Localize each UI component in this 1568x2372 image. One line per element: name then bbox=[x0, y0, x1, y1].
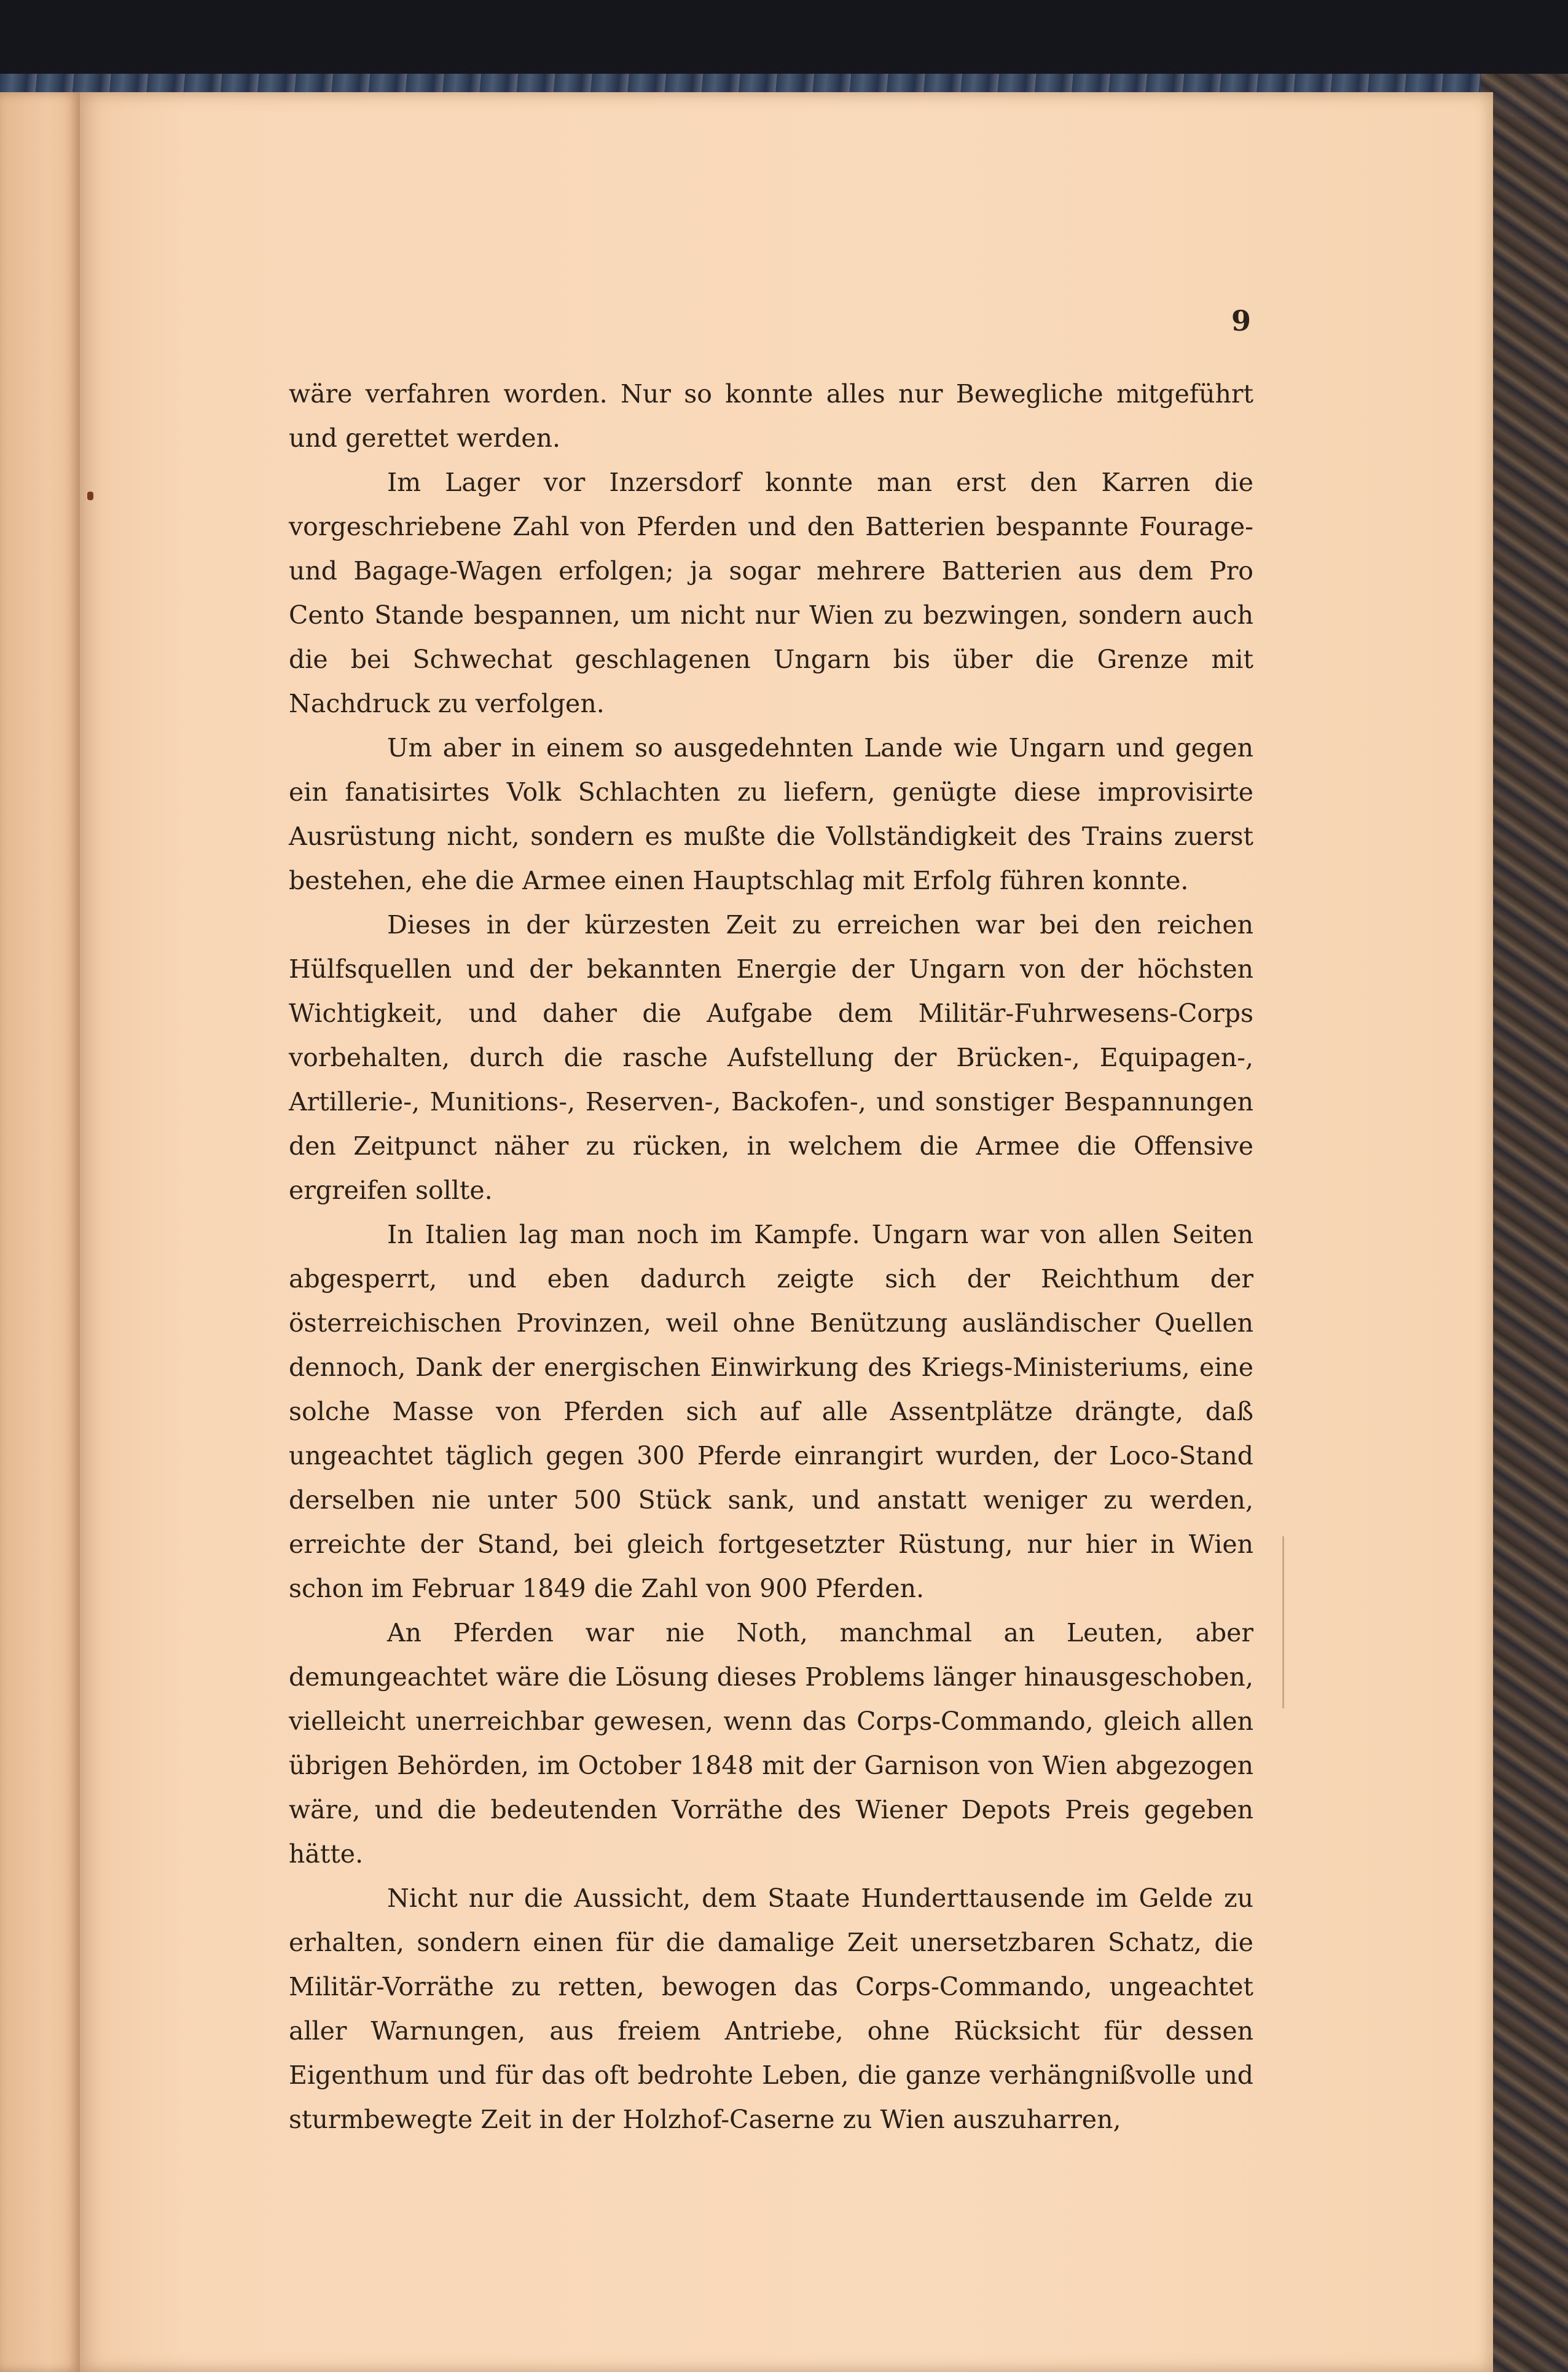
paragraph: An Pferden war nie Noth, manchmal an Leuten, aber demungeachtet wäre die Lösung dieses Problems länger hinausgeschoben, vielleicht unerreichbar gewesen, wenn das Corps-Commando, gleich allen übrigen Behörden, im October 1848 mit der Garnison von Wien abgezogen wäre, und die bedeutenden Vorräthe des Wiener Depots Preis gegeben hätte. bbox=[289, 1618, 1253, 1869]
paragraph: wäre verfahren worden. Nur so konnte alles nur Bewegliche mitgeführt und gerettet werden. bbox=[289, 379, 1253, 453]
paragraph: Nicht nur die Aussicht, dem Staate Hunderttausende im Gelde zu erhalten, sondern einen für die damalige Zeit unersetzbaren Schatz, die Militär-Vorräthe zu retten, bewogen das Corps-Commando, ungeachtet aller Warnungen, aus freiem Antriebe, ohne Rücksicht für dessen Eigenthum und für das oft bedrohte Leben, die ganze verhängnißvolle und sturmbewegte Zeit in der Holzhof-Caserne zu Wien auszuharren, bbox=[289, 1883, 1253, 2134]
paragraph: Um aber in einem so ausgedehnten Lande wie Ungarn und gegen ein fanatisirtes Volk Schlachten zu liefern, genügte diese improvisirte Ausrüstung nicht, sondern es mußte die Vollständigkeit des Trains zuerst bestehen, ehe die Armee einen Hauptschlag mit Erfolg führen konnte. bbox=[289, 733, 1253, 895]
paragraph: Im Lager vor Inzersdorf konnte man erst den Karren die vorgeschriebene Zahl von Pferden und den Batterien bespannte Fourage- und Bagage-Wagen erfolgen; ja sogar mehrere Batterien aus dem Pro Cento Stande bespannen, um nicht nur Wien zu bezwingen, sondern auch die bei Schwechat geschlagenen Ungarn bis über die Grenze mit Nachdruck zu verfolgen. bbox=[289, 468, 1253, 718]
paragraph: Dieses in der kürzesten Zeit zu erreichen war bei den reichen Hülfsquellen und der bekannten Energie der Ungarn von der höchsten Wichtigkeit, und daher die Aufgabe dem Militär-Fuhrwesens-Corps vorbehalten, durch die rasche Aufstellung der Brücken-, Equipagen-, Artillerie-, Munitions-, Reserven-, Backofen-, und sonstiger Bespannungen den Zeitpunct näher zu rücken, in welchem die Armee die Offensive ergreifen sollte. bbox=[289, 910, 1253, 1205]
paragraph: In Italien lag man noch im Kampfe. Ungarn war von allen Seiten abgesperrt, und eben dadurch zeigte sich der Reichthum der österreichischen Provinzen, weil ohne Benützung ausländischer Quellen dennoch, Dank der energischen Einwirkung des Kriegs-Ministeriums, eine solche Masse von Pferden sich auf alle Assentplätze drängte, daß ungeachtet täglich gegen 300 Pferde einrangirt wurden, der Loco-Stand derselben nie unter 500 Stück sank, und anstatt weniger zu werden, erreichte der Stand, bei gleich fortgesetzter Rüstung, nur hier in Wien schon im Februar 1849 die Zahl von 900 Pferden. bbox=[289, 1220, 1253, 1603]
page-number: 9 bbox=[1231, 304, 1251, 337]
marbled-cover-edge bbox=[1481, 74, 1568, 2372]
page-crease bbox=[1282, 1536, 1284, 1708]
facing-page-edge bbox=[0, 92, 80, 2372]
paper-blemish bbox=[87, 492, 93, 500]
body-text bbox=[289, 372, 1253, 2142]
